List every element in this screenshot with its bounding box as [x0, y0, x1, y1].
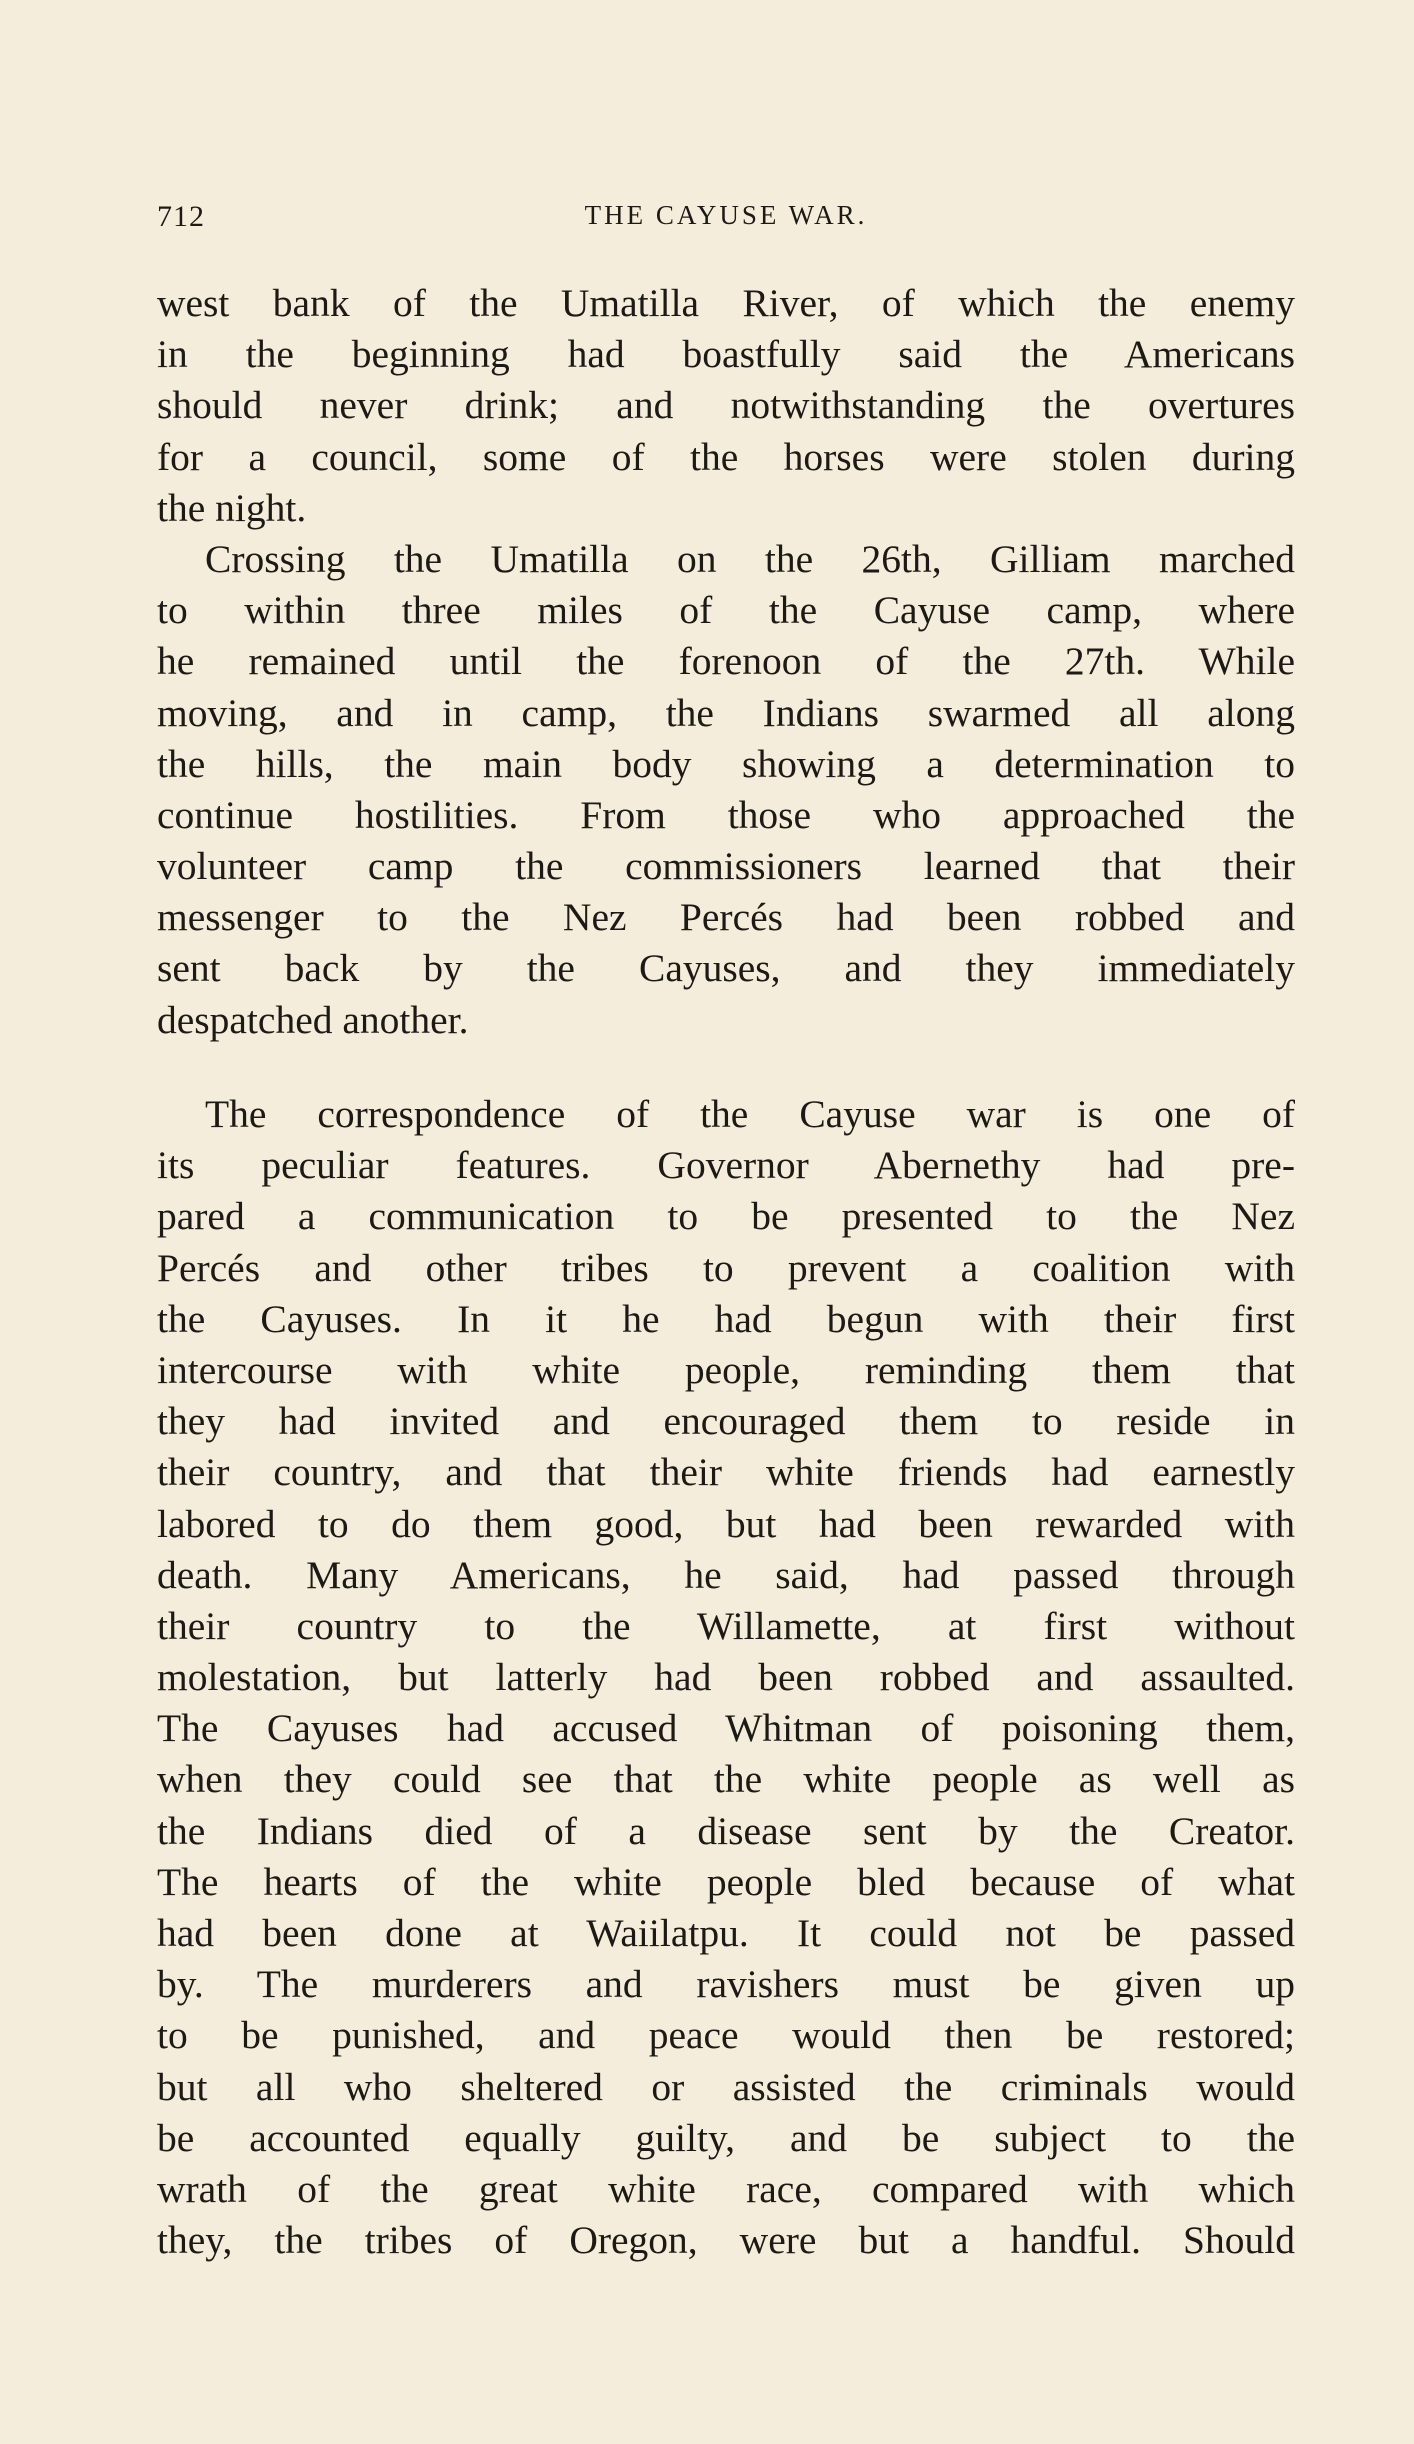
text-block-upper — [157, 278, 1295, 1046]
text-line: to be punished, and peace would then be restored; — [157, 2013, 1295, 2058]
text-line: to within three miles of the Cayuse camp, where — [157, 588, 1295, 633]
text-line: their country to the Willamette, at first without — [157, 1603, 1295, 1648]
text-line: The hearts of the white people bled because of what — [157, 1859, 1295, 1904]
text-line: pared a communication to be presented to the Nez — [157, 1194, 1295, 1239]
text-line: continue hostilities. From those who approached the — [157, 792, 1295, 837]
text-line: in the beginning had boastfully said the Americans — [157, 332, 1295, 377]
text-line: had been done at Waiilatpu. It could not be passed — [157, 1911, 1295, 1955]
text-line: should never drink; and notwithstanding the overtures — [157, 383, 1295, 428]
text-line: wrath of the great white race, compared with which — [157, 2166, 1295, 2211]
text-line: for a council, some of the horses were stolen during — [157, 434, 1295, 479]
paragraph-2 — [157, 534, 1295, 1046]
text-line: death. Many Americans, he said, had passed through — [157, 1552, 1295, 1597]
text-line: the Indians died of a disease sent by the Creator. — [157, 1808, 1295, 1853]
text-line: the night. — [157, 485, 307, 530]
text-line: he remained until the forenoon of the 27th. While — [157, 639, 1295, 684]
text-line: by. The murderers and ravishers must be given up — [157, 1962, 1295, 2007]
text-line: Crossing the Umatilla on the 26th, Gilliam marched — [205, 536, 1295, 581]
text-line: Percés and other tribes to prevent a coalition with — [157, 1245, 1295, 1290]
text-line: messenger to the Nez Percés had been robbed and — [157, 895, 1295, 940]
text-line: but all who sheltered or assisted the criminals would — [157, 2064, 1295, 2109]
text-line: its peculiar features. Governor Abernethy had pre- — [157, 1143, 1295, 1188]
text-block-lower — [157, 1089, 1295, 2266]
text-line: despatched another. — [157, 997, 469, 1042]
text-line: they had invited and encouraged them to reside in — [157, 1399, 1295, 1444]
text-line: The correspondence of the Cayuse war is one of — [205, 1092, 1295, 1136]
text-line: moving, and in camp, the Indians swarmed all along — [157, 690, 1295, 735]
text-line: sent back by the Cayuses, and they immediately — [157, 946, 1295, 991]
text-line: The Cayuses had accused Whitman of poisoning them, — [157, 1706, 1295, 1751]
text-line: intercourse with white people, reminding them that — [157, 1347, 1295, 1392]
page-number: 712 — [157, 200, 205, 233]
text-line: they, the tribes of Oregon, were but a handful. Should — [157, 2218, 1295, 2263]
text-line: volunteer camp the commissioners learned that their — [157, 844, 1295, 889]
text-line: the hills, the main body showing a determination to — [157, 741, 1295, 786]
text-line: labored to do them good, but had been rewarded with — [157, 1501, 1295, 1546]
text-line: the Cayuses. In it he had begun with their first — [157, 1296, 1295, 1341]
running-title: THE CAYUSE WAR. — [584, 200, 868, 230]
text-line: molestation, but latterly had been robbed and assaulted. — [157, 1655, 1295, 1700]
paragraph-3 — [157, 1089, 1295, 2266]
text-line: be accounted equally guilty, and be subject to the — [157, 2115, 1295, 2160]
text-line: their country, and that their white friends had earnestly — [157, 1450, 1295, 1495]
paragraph-1 — [157, 278, 1295, 534]
text-line: when they could see that the white people as well as — [157, 1757, 1295, 1802]
running-head — [157, 200, 1295, 250]
text-line: west bank of the Umatilla River, of which the enemy — [157, 281, 1295, 325]
